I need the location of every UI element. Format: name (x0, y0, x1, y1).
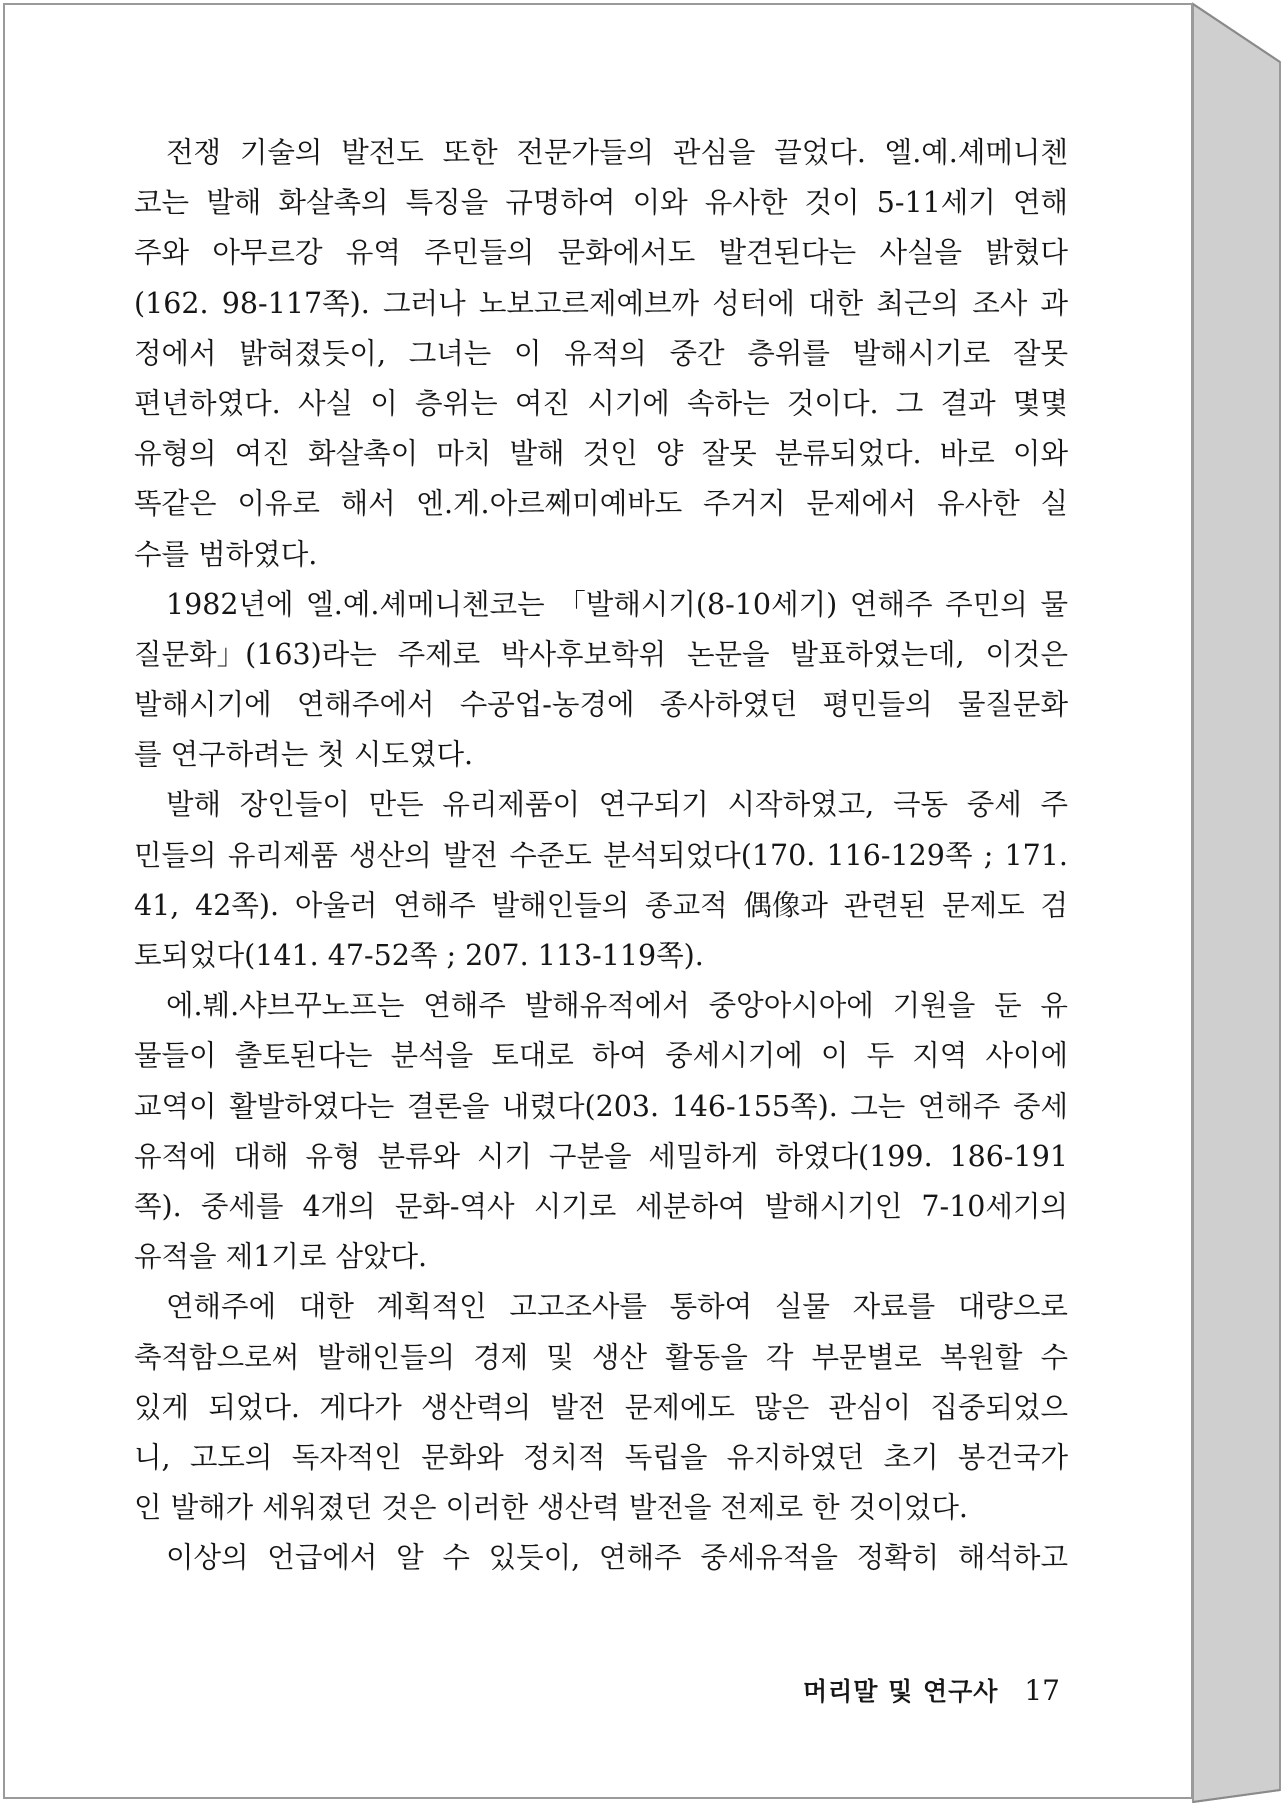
text-line: 질문화」(163)라는 주제로 박사후보학위 논문을 발표하였는데, 이것은 (134, 637, 1068, 671)
text-line: 정에서 밝혀졌듯이, 그녀는 이 유적의 중간 층위를 발해시기로 잘못 (134, 336, 1068, 370)
text-line: 발해시기에 연해주에서 수공업-농경에 종사하였던 평민들의 물질문화 (134, 688, 1068, 722)
text-line: 주와 아무르강 유역 주민들의 문화에서도 발견된다는 사실을 밝혔다 (134, 236, 1068, 270)
text-line: 쪽). 중세를 4개의 문화-역사 시기로 세분하여 발해시기인 7-10세기의 (134, 1189, 1069, 1223)
paragraph-2 (134, 580, 1068, 781)
text-line: 민들의 유리제품 생산의 발전 수준도 분석되었다(170. 116-129쪽 ; 171. (134, 838, 1068, 872)
page-number: 17 (1024, 1674, 1060, 1707)
running-head: 머리말 및 연구사 (802, 1677, 999, 1706)
text-line: 축적함으로써 발해인들의 경제 및 생산 활동을 각 부문별로 복원할 수 (134, 1340, 1069, 1374)
text-line: (162. 98-117쪽). 그러나 노보고르제예브까 성터에 대한 최근의 조사 과 (134, 286, 1069, 320)
text-line: 있게 되었다. 게다가 생산력의 발전 문제에도 많은 관심이 집중되었으 (134, 1390, 1069, 1424)
text-line: 물들이 출토된다는 분석을 토대로 하여 중세시기에 이 두 지역 사이에 (134, 1039, 1069, 1073)
text-line: 발해 장인들이 만든 유리제품이 연구되기 시작하였고, 극동 중세 주 (166, 788, 1068, 822)
text-line: 연해주에 대한 계획적인 고고조사를 통하여 실물 자료를 대량으로 (166, 1290, 1068, 1324)
text-line: 똑같은 이유로 해서 엔.게.아르쩨미예바도 주거지 문제에서 유사한 실 (134, 487, 1069, 521)
text-line: 유적에 대해 유형 분류와 시기 구분을 세밀하게 하였다(199. 186-191 (134, 1139, 1068, 1173)
body-text (134, 128, 1068, 1583)
text-line: 1982년에 엘.예.셰메니첸코는 「발해시기(8-10세기) 연해주 주민의 물 (166, 587, 1068, 621)
text-line: 전쟁 기술의 발전도 또한 전문가들의 관심을 끌었다. 엘.예.셰메니첸 (166, 136, 1068, 169)
text-line: 에.붸.샤브꾸노프는 연해주 발해유적에서 중앙아시아에 기원을 둔 유 (166, 989, 1068, 1023)
paragraph-4 (134, 981, 1068, 1282)
text-line: 유적을 제1기로 삼았다. (134, 1240, 428, 1274)
text-line: 토되었다(141. 47-52쪽 ; 207. 113-119쪽). (134, 939, 704, 972)
text-line: 코는 발해 화살촉의 특징을 규명하여 이와 유사한 것이 5-11세기 연해 (134, 186, 1068, 220)
text-line: 니, 고도의 독자적인 문화와 정치적 독립을 유지하였던 초기 봉건국가 (134, 1440, 1069, 1474)
paragraph-5 (134, 1282, 1068, 1533)
text-line: 유형의 여진 화살촉이 마치 발해 것인 양 잘못 분류되었다. 바로 이와 (134, 437, 1068, 471)
text-line: 수를 범하였다. (134, 537, 318, 571)
paragraph-1 (134, 128, 1068, 580)
text-line: 를 연구하려는 첫 시도였다. (134, 738, 474, 772)
text-line: 이상의 언급에서 알 수 있듯이, 연해주 중세유적을 정확히 해석하고 (166, 1541, 1068, 1575)
page-footer (800, 1672, 1060, 1708)
text-line: 교역이 활발하였다는 결론을 내렸다(203. 146-155쪽). 그는 연해주 중세 (134, 1089, 1069, 1123)
paragraph-3 (134, 780, 1068, 981)
paragraph-6 (134, 1533, 1068, 1583)
text-line: 인 발해가 세워졌던 것은 이러한 생산력 발전을 전제로 한 것이었다. (134, 1491, 968, 1525)
text-line: 편년하였다. 사실 이 층위는 여진 시기에 속하는 것이다. 그 결과 몇몇 (134, 386, 1068, 420)
text-line: 41, 42쪽). 아울러 연해주 발해인들의 종교적 偶像과 관련된 문제도 검 (134, 888, 1068, 922)
